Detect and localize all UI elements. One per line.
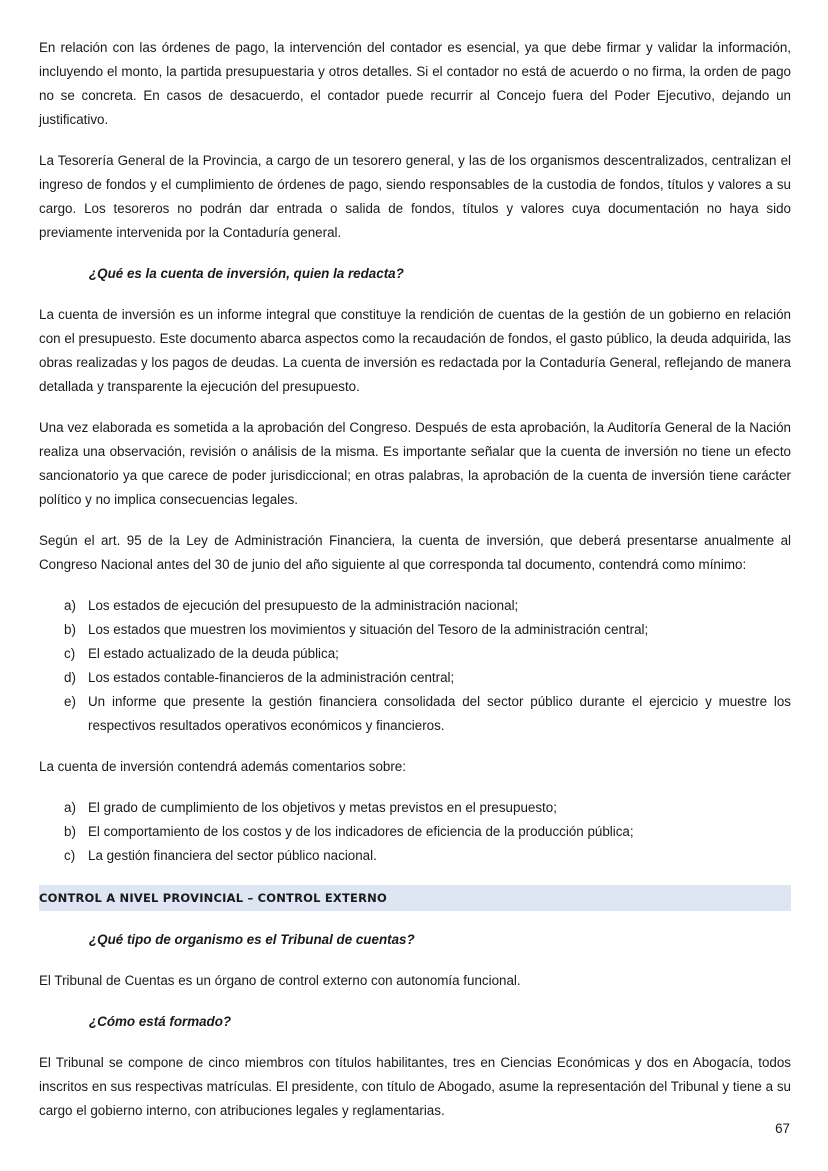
paragraph-tribunal-definicion: El Tribunal de Cuentas es un órgano de control externo con autonomía funcional.: [39, 973, 521, 988]
list-item-text: Los estados que muestren los movimientos y situación del Tesoro de la administración central;: [88, 622, 649, 637]
paragraph-art-95: Según el art. 95 de la Ley de Administración Financiera, la cuenta de inversión, que deberá presentarse anualmente al Congreso Nacional antes del 30 de junio del año siguiente al que corresponda tal documento, contendrá como mínimo:: [39, 533, 791, 572]
list-item: [39, 690, 791, 738]
page-number: 67: [775, 1121, 790, 1136]
list-item: [39, 594, 791, 618]
list-item-letter: c): [64, 848, 76, 863]
list-item-text: Los estados de ejecución del presupuesto de la administración nacional;: [88, 598, 519, 613]
paragraph-tesoreria: La Tesorería General de la Provincia, a cargo de un tesorero general, y las de los organismos descentralizados, centralizan el ingreso de fondos y el cumplimiento de órdenes de pago, siendo responsables de la custodia de fondos, títulos y valores a su cargo. Los tesoreros no podrán dar entrada o salida de fondos, títulos y valores cuya documentación no haya sido previamente intervenida por la Contaduría general.: [39, 153, 791, 240]
document-page: [39, 36, 791, 1140]
list-item-letter: c): [64, 646, 76, 661]
list-item-letter: d): [64, 670, 76, 685]
list-item-text: La gestión financiera del sector público nacional.: [88, 848, 377, 863]
question-tipo-organismo: ¿Qué tipo de organismo es el Tribunal de cuentas?: [89, 932, 415, 947]
list-item-letter: b): [64, 622, 76, 637]
list-item-text: Los estados contable-financieros de la administración central;: [88, 670, 455, 685]
list-item: [39, 796, 791, 820]
list-item-letter: b): [64, 824, 76, 839]
list-item: [39, 642, 791, 666]
list-contenido-minimo: [39, 594, 791, 738]
list-item: [39, 666, 791, 690]
list-comentarios: [39, 796, 791, 868]
list-item-letter: e): [64, 694, 76, 709]
question-cuenta-inversion: ¿Qué es la cuenta de inversión, quien la redacta?: [89, 266, 404, 281]
list-item: [39, 820, 791, 844]
paragraph-tribunal-composicion: El Tribunal se compone de cinco miembros con títulos habilitantes, tres en Ciencias Económicas y dos en Abogacía, todos inscritos en sus respectivas matrículas. El presidente, con título de Abogado, asume la representación del Tribunal y tiene a su cargo el gobierno interno, con atribuciones legales y reglamentarias.: [39, 1055, 791, 1118]
list-item-letter: a): [64, 800, 76, 815]
paragraph-comentarios: La cuenta de inversión contendrá además comentarios sobre:: [39, 759, 406, 774]
paragraph-ordenes-de-pago: En relación con las órdenes de pago, la intervención del contador es esencial, ya que debe firmar y validar la información, incluyendo el monto, la partida presupuestaria y otros detalles. Si el contador no está de acuerdo o no firma, la orden de pago no se concreta. En casos de desacuerdo, el contador puede recurrir al Concejo fuera del Poder Ejecutivo, dejando un justificativo.: [39, 40, 791, 127]
list-item-text: El grado de cumplimiento de los objetivos y metas previstos en el presupuesto;: [88, 800, 557, 815]
list-item-letter: a): [64, 598, 76, 613]
paragraph-aprobacion-congreso: Una vez elaborada es sometida a la aprobación del Congreso. Después de esta aprobación, la Auditoría General de la Nación realiza una observación, revisión o análisis de la misma. Es importante señalar que la cuenta de inversión no tiene un efecto sancionatorio ya que carece de poder jurisdiccional; en otras palabras, la aprobación de la cuenta de inversión tiene carácter político y no implica consecuencias legales.: [39, 420, 791, 507]
list-item: [39, 844, 791, 868]
paragraph-cuenta-inversion-definicion: La cuenta de inversión es un informe integral que constituye la rendición de cuentas de la gestión de un gobierno en relación con el presupuesto. Este documento abarca aspectos como la recaudación de fondos, el gasto público, la deuda adquirida, las obras realizadas y los pagos de deudas. La cuenta de inversión es redactada por la Contaduría General, reflejando de manera detallada y transparente la ejecución del presupuesto.: [39, 307, 791, 394]
list-item-text: Un informe que presente la gestión financiera consolidada del sector público durante el ejercicio y muestre los respectivos resultados operativos económicos y financieros.: [88, 694, 791, 733]
list-item: [39, 618, 791, 642]
question-como-esta-formado: ¿Cómo está formado?: [89, 1014, 232, 1029]
section-heading-control-externo: CONTROL A NIVEL PROVINCIAL – CONTROL EXTERNO: [39, 885, 791, 911]
list-item-text: El estado actualizado de la deuda pública;: [88, 646, 339, 661]
list-item-text: El comportamiento de los costos y de los indicadores de eficiencia de la producción pública;: [88, 824, 634, 839]
